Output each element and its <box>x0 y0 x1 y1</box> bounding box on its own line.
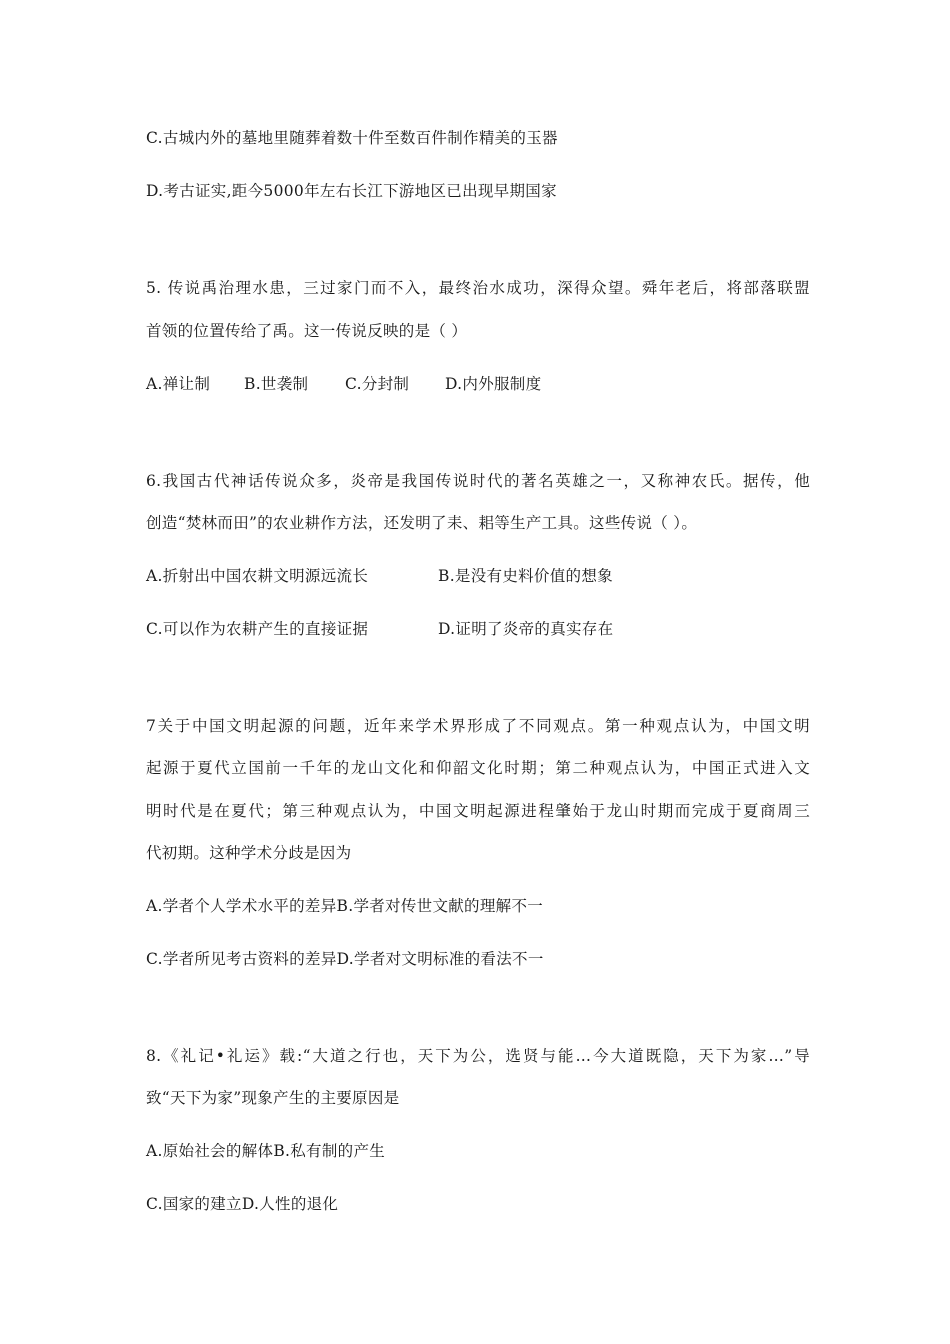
q7-stem-line-1: 7关于中国文明起源的问题，近年来学术界形成了不同观点。第一种观点认为，中国文明 <box>146 717 810 735</box>
q7-options-cd: C.学者所见考古资料的差异D.学者对文明标准的看法不一 <box>146 950 544 968</box>
q5-option-a: A.禅让制 <box>146 375 211 393</box>
q5-option-b: B.世袭制 <box>244 375 309 393</box>
q7-options-ab: A.学者个人学术水平的差异B.学者对传世文献的理解不一 <box>146 897 544 915</box>
q7-stem-line-4: 代初期。这种学术分歧是因为 <box>146 844 352 862</box>
q7-stem-line-2: 起源于夏代立国前一千年的龙山文化和仰韶文化时期；第二种观点认为，中国正式进入文 <box>146 759 810 777</box>
q6-stem-line-1: 6.我国古代神话传说众多，炎帝是我国传说时代的著名英雄之一，又称神农氏。据传，他 <box>146 472 810 490</box>
q8-options-cd: C.国家的建立D.人性的退化 <box>146 1195 339 1213</box>
q7-stem-line-3: 明时代是在夏代；第三种观点认为，中国文明起源进程肇始于龙山时期而完成于夏商周三 <box>146 802 810 820</box>
q8-stem-line-2: 致“天下为家”现象产生的主要原因是 <box>146 1089 400 1107</box>
q6-option-d: D.证明了炎帝的真实存在 <box>438 620 614 638</box>
q6-option-c: C.可以作为农耕产生的直接证据 <box>146 620 369 638</box>
q6-option-b: B.是没有史料价值的想象 <box>438 567 613 585</box>
q5-option-d: D.内外服制度 <box>445 375 542 393</box>
q5-stem-line-2: 首领的位置传给了禹。这一传说反映的是（ ） <box>146 322 468 340</box>
q4-option-d: D.考古证实,距今5000年左右长江下游地区已出现早期国家 <box>146 182 557 200</box>
q8-options-ab: A.原始社会的解体B.私有制的产生 <box>146 1142 386 1160</box>
q5-option-c: C.分封制 <box>345 375 410 393</box>
q5-stem-line-1: 5. 传说禹治理水患，三过家门而不入，最终治水成功，深得众望。舜年老后，将部落联盟 <box>146 279 810 297</box>
q6-stem-line-2: 创造“焚林而田”的农业耕作方法，还发明了耒、耜等生产工具。这些传说（ ）。 <box>146 514 698 532</box>
q6-option-a: A.折射出中国农耕文明源远流长 <box>146 567 369 585</box>
q8-stem-line-1: 8.《礼记•礼运》载:“大道之行也，天下为公，选贤与能…今大道既隐，天下为家…”导 <box>146 1047 810 1065</box>
q4-option-c: C.古城内外的墓地里随葬着数十件至数百件制作精美的玉器 <box>146 129 558 147</box>
